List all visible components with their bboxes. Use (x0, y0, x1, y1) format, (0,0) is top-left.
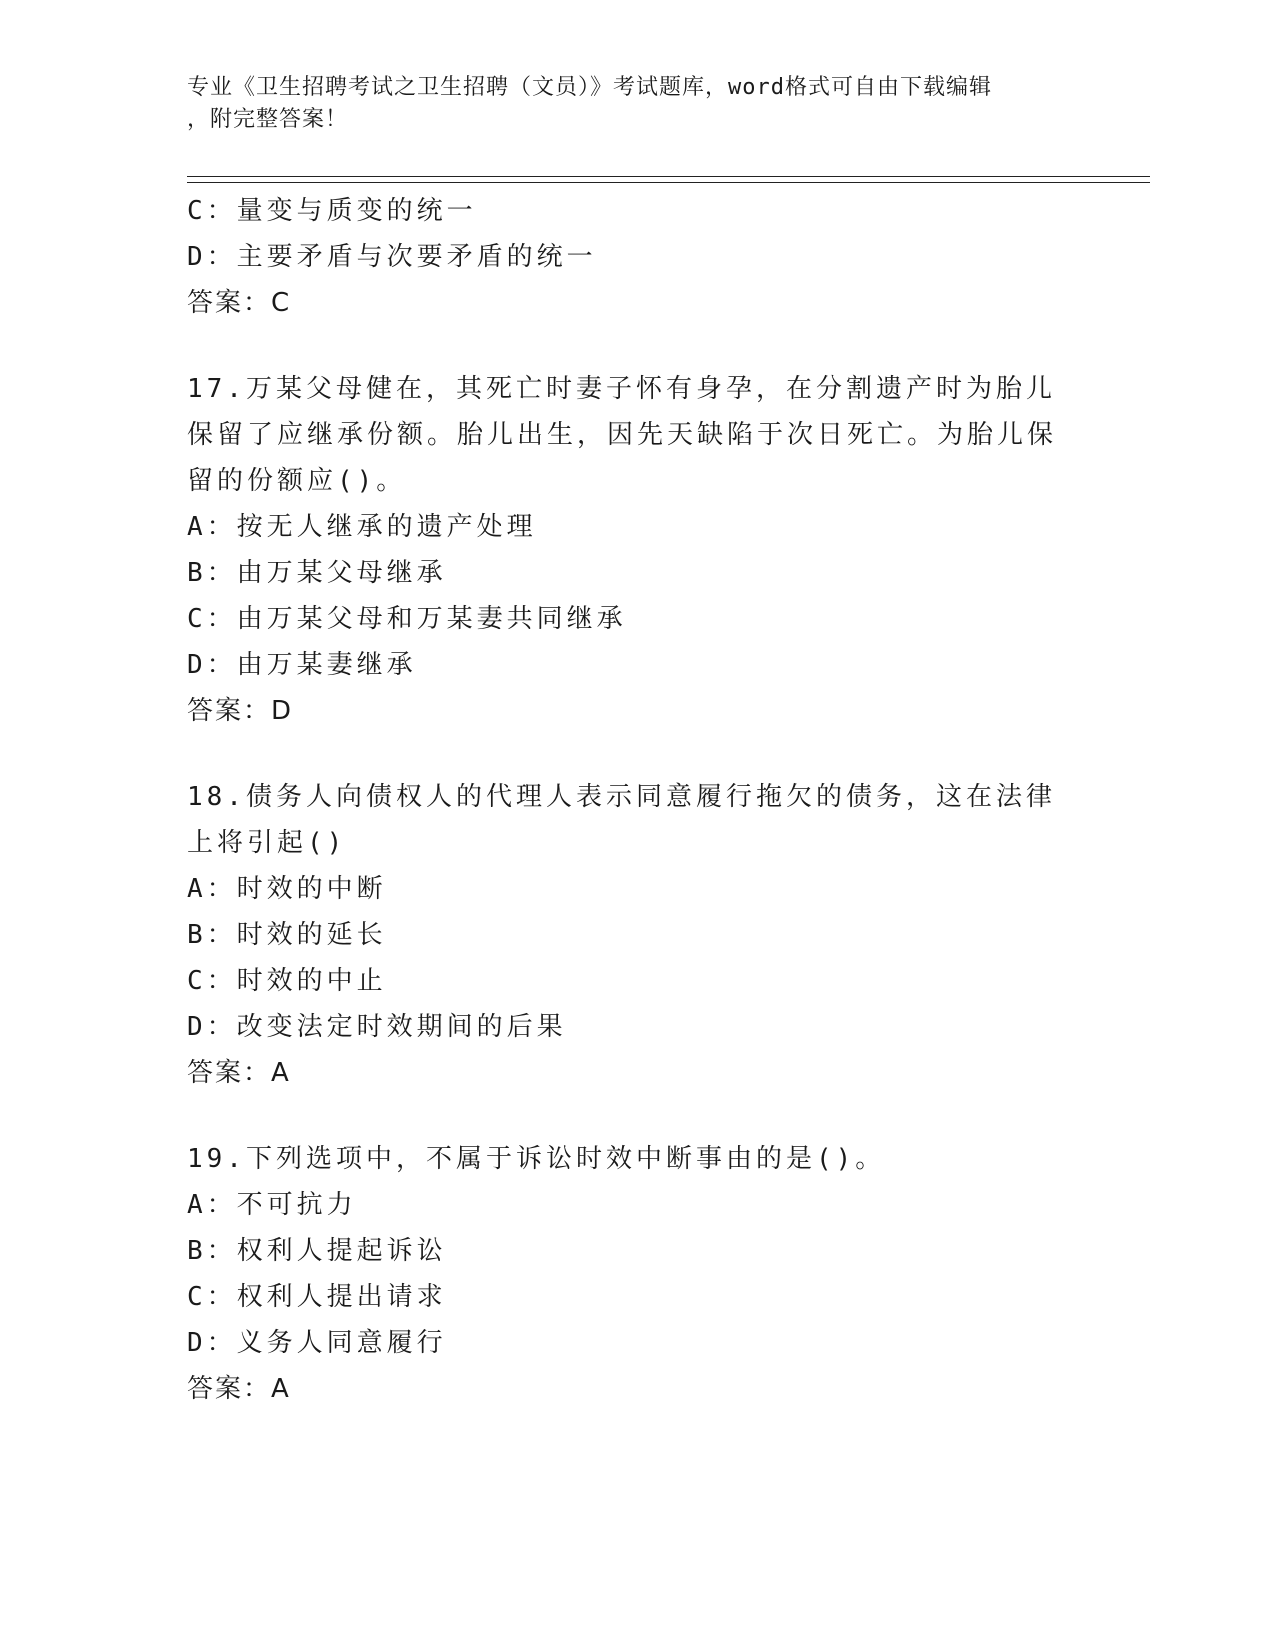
option-c: C：由万某父母和万某妻共同继承 (187, 604, 627, 634)
question-list (187, 188, 1087, 1412)
option-b: B：由万某父母继承 (187, 558, 447, 588)
question-text: 18.债务人向债权人的代理人表示同意履行拖欠的债务，这在法律上将引起() (187, 782, 1056, 858)
question-17 (187, 366, 1087, 734)
option-a: A：按无人继承的遗产处理 (187, 512, 537, 542)
document-header (187, 72, 1067, 136)
question-text: 17.万某父母健在，其死亡时妻子怀有身孕，在分割遗产时为胎儿保留了应继承份额。胎儿出生，因先天缺陷于次日死亡。为胎儿保留的份额应()。 (187, 374, 1058, 496)
option-d: D：改变法定时效期间的后果 (187, 1012, 567, 1042)
option-d: D：义务人同意履行 (187, 1328, 447, 1358)
option-a: A：不可抗力 (187, 1190, 357, 1220)
option-a: A：时效的中断 (187, 874, 387, 904)
question-18 (187, 774, 1087, 1096)
question-19 (187, 1136, 1087, 1412)
header-rule-bottom (187, 182, 1150, 183)
option-d: D：由万某妻继承 (187, 650, 417, 680)
option-c: C：权利人提出请求 (187, 1282, 447, 1312)
answer-line: 答案：C (187, 288, 292, 318)
option-b: B：时效的延长 (187, 920, 387, 950)
carryover-block (187, 188, 1087, 326)
option-c: C：量变与质变的统一 (187, 196, 477, 226)
question-text: 19.下列选项中，不属于诉讼时效中断事由的是()。 (187, 1144, 886, 1174)
answer-line: 答案：A (187, 1374, 291, 1404)
option-d: D：主要矛盾与次要矛盾的统一 (187, 242, 597, 272)
header-rule-top (187, 176, 1150, 177)
option-b: B：权利人提起诉讼 (187, 1236, 447, 1266)
answer-line: 答案：A (187, 1058, 291, 1088)
header-line-1: 专业《卫生招聘考试之卫生招聘（文员）》考试题库，word格式可自由下载编辑 (187, 75, 992, 100)
option-c: C：时效的中止 (187, 966, 387, 996)
header-line-2: ，附完整答案！ (187, 107, 349, 132)
answer-line: 答案：D (187, 696, 294, 726)
